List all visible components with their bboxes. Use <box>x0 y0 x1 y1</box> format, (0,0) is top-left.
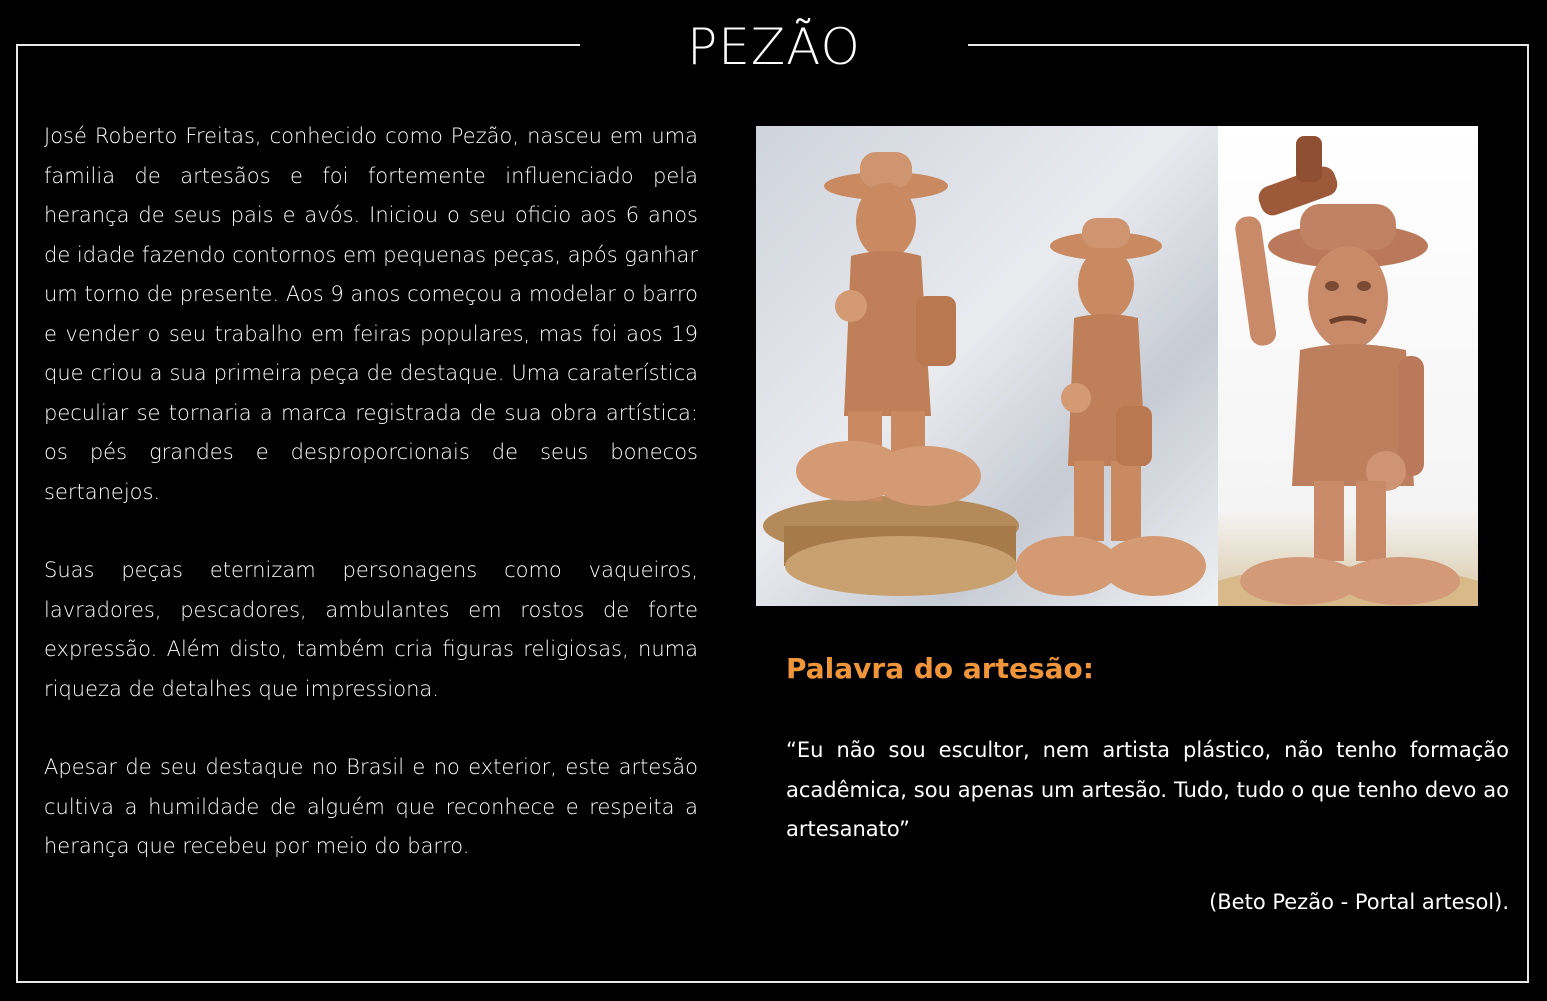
frame-top-right-line <box>968 44 1529 46</box>
frame-bottom-line <box>16 981 1529 983</box>
biography-text <box>44 117 698 906</box>
biography-paragraph-2: Suas peças eternizam personagens como vaqueiros, lavradores, pescadores, ambulantes em rostos de forte expressão. Além disto, também cria figuras religiosas, numa riqueza de detalhes que impressiona. <box>44 558 698 701</box>
frame-left-line <box>16 44 18 983</box>
sculpture-photo-single-figure <box>1218 126 1478 606</box>
quote-source: (Beto Pezão - Portal artesol). <box>1209 890 1509 914</box>
artisan-quote: “Eu não sou escultor, nem artista plástico, não tenho formação acadêmica, sou apenas um artesão. Tudo, tudo o que tenho devo ao artesanato” <box>786 738 1509 841</box>
biography-paragraph-1: José Roberto Freitas, conhecido como Pezão, nasceu em uma familia de artesãos e foi fortemente influenciado pela herança de seus pais e avós. Iniciou o seu oficio aos 6 anos de idade fazendo contornos em pequenas peças, após ganhar um torno de presente. Aos 9 anos começou a modelar o barro e vender o seu trabalho em feiras populares, mas foi aos 19 que criou a sua primeira peça de destaque. Uma caraterística peculiar se tornaria a marca registrada de sua obra artística: os pés grandes e desproporcionais de seus bonecos sertanejos. <box>44 124 698 504</box>
frame-top-left-line <box>16 44 580 46</box>
frame-right-line <box>1527 44 1529 983</box>
sculpture-photo-two-figures <box>756 126 1218 606</box>
biography-paragraph-3: Apesar de seu destaque no Brasil e no exterior, este artesão cultiva a humildade de alguém que reconhece e respeita a herança que recebeu por meio do barro. <box>44 755 698 858</box>
page-title: PEZÃO <box>687 18 861 76</box>
quote-heading: Palavra do artesão: <box>786 652 1094 685</box>
sculpture-photos <box>756 126 1478 606</box>
